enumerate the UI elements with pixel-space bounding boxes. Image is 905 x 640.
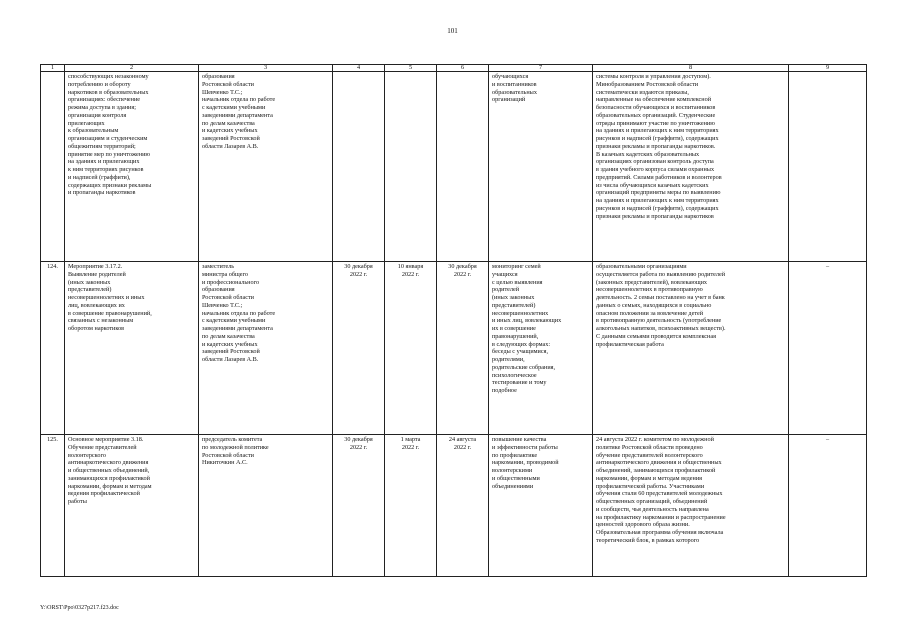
end-date-cell xyxy=(437,72,489,262)
table-row xyxy=(41,435,867,577)
actual-result-cell: образовательными организациями осуществляется работа по выявлению родителей (законных представителей), вовлекающих несовершеннолетних в противоправную деятельность. 2 семьи поставлено на учет в банк данных о семьях, находящихся в социально опасном положении за вовлечение детей в противоправную деятельность (употребление алкогольных напитков, психоактивных веществ). С данными семьями проводится комплексная профилактическая работа xyxy=(593,262,789,435)
column-header: 6 xyxy=(437,65,489,72)
table-row xyxy=(41,262,867,435)
column-header: 3 xyxy=(199,65,333,72)
column-header: 1 xyxy=(41,65,65,72)
report-table xyxy=(40,64,867,577)
column-number-row xyxy=(41,65,867,72)
row-number-cell: 124. xyxy=(41,262,65,435)
measure-cell: способствующих незаконному потреблению и обороту наркотиков в образовательных организациях: обеспечение режима доступа в здания; организация контроля прилегающих к образовательным организациям и студенческим общежитиям территорий; принятие мер по уничтожению на зданиях и прилегающих к ним территориях рисунков и надписей (граффити), содержащих признаки рекламы и пропаганды наркотиков xyxy=(65,72,199,262)
start-date-cell xyxy=(385,72,437,262)
end-date-cell: 24 августа 2022 г. xyxy=(437,435,489,577)
row-number-cell: 125. xyxy=(41,435,65,577)
page-number: 101 xyxy=(447,27,458,35)
actual-result-cell: системы контроля и управления доступом). Минобразованием Ростовской области систематически издаются приказы, направленные на обеспечение комплексной безопасности обучающихся и воспитанников образовательных организаций. Студенческие отряды принимают участие по уничтожению на зданиях и прилегающих к ним территориях рисунков и надписей (граффити), содержащих признаки рекламы и пропаганды наркотиков. В казачьих кадетских образовательных организациях организован контроль доступа в здания учебного корпуса силами охранных предприятий. Силами работников и волонтеров из числа обучающихся казачьих кадетских организаций предприняты меры по выявлению на зданиях и прилегающих к ним территориях рисунков и надписей (граффити), содержащих признаки рекламы и пропаганды наркотиков xyxy=(593,72,789,262)
column-header: 5 xyxy=(385,65,437,72)
start-date-cell: 10 января 2022 г. xyxy=(385,262,437,435)
expected-result-cell: мониторинг семей учащихся с целью выявления родителей (иных законных представителей) несовершеннолетних и иных лиц, вовлекающих их в совершение правонарушений, в следующих формах: беседы с учащимися, родителями, родительские собрания, психологическое тестирование и тому подобное xyxy=(489,262,593,435)
responsible-cell: образования Ростовской области Шевченко Т.С.; начальник отдела по работе с кадетскими учебными заведениями департамента по делам казачества и кадетских учебных заведений Ростовской области Лазарев А.В. xyxy=(199,72,333,262)
responsible-cell: председатель комитета по молодежной политике Ростовской области Никиточкин А.С. xyxy=(199,435,333,577)
file-path-footer: Y:\ORST\Ppo\0327p217.f23.doc xyxy=(40,605,119,611)
notes-cell: – xyxy=(789,262,867,435)
notes-cell: – xyxy=(789,435,867,577)
actual-result-cell: 24 августа 2022 г. комитетом по молодежной политике Ростовской области проведено обучение представителей волонтерского антинаркотического движения и общественных объединений, занимающихся профилактикой наркомании, формам и методам ведения профилактической работы. Участниками обучения стали 60 представителей молодежных общественных организаций, объединений и сообществ, чья деятельность направлена на профилактику наркомании и распространение ценностей здорового образа жизни. Образовательная программа обучения включала теоретический блок, в рамках которого xyxy=(593,435,789,577)
measure-cell: Основное мероприятие 3.18. Обучение представителей волонтерского антинаркотического движения и общественных объединений, занимающихся профилактикой наркомании, формам и методам ведения профилактической работы xyxy=(65,435,199,577)
end-date-cell: 30 декабря 2022 г. xyxy=(437,262,489,435)
start-date-cell: 1 марта 2022 г. xyxy=(385,435,437,577)
column-header: 8 xyxy=(593,65,789,72)
column-header: 2 xyxy=(65,65,199,72)
notes-cell xyxy=(789,72,867,262)
expected-result-cell: повышение качества и эффективности работы по профилактике наркомании, проводимой волонтерскими и общественными объединениями xyxy=(489,435,593,577)
table-row xyxy=(41,72,867,262)
column-header: 4 xyxy=(333,65,385,72)
column-header: 9 xyxy=(789,65,867,72)
measure-cell: Мероприятие 3.17.2. Выявление родителей (иных законных представителей) несовершеннолетних и иных лиц, вовлекающих их в совершение правонарушений, связанных с незаконным оборотом наркотиков xyxy=(65,262,199,435)
column-header: 7 xyxy=(489,65,593,72)
row-number-cell xyxy=(41,72,65,262)
responsible-cell: заместитель министра общего и профессионального образования Ростовской области Шевченко Т.С.; начальник отдела по работе с кадетскими учебными заведениями департамента по делам казачества и кадетских учебных заведений Ростовской области Лазарев А.В. xyxy=(199,262,333,435)
planned-date-cell: 30 декабря 2022 г. xyxy=(333,262,385,435)
planned-date-cell xyxy=(333,72,385,262)
expected-result-cell: обучающихся и воспитанников образовательных организаций xyxy=(489,72,593,262)
planned-date-cell: 30 декабря 2022 г. xyxy=(333,435,385,577)
